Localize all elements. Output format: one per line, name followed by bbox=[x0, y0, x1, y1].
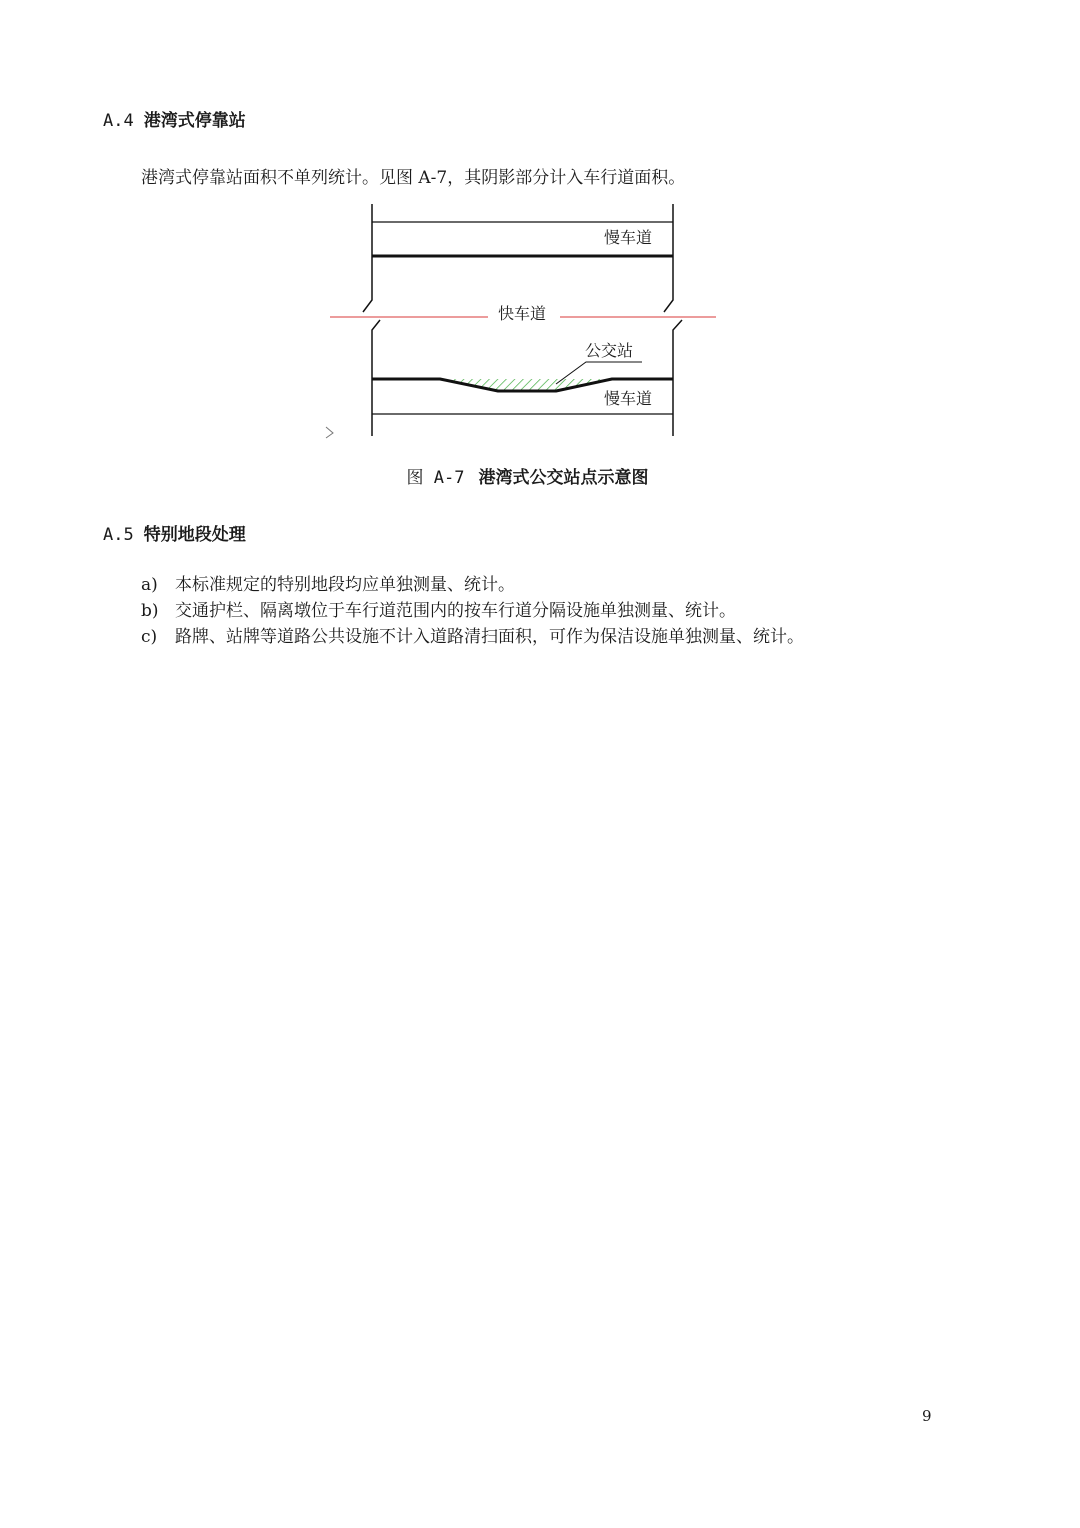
right-road-edge-lower bbox=[673, 320, 682, 436]
page-number: 9 bbox=[922, 1407, 932, 1425]
list-item-marker: b) bbox=[141, 601, 159, 621]
left-road-edge-upper bbox=[363, 204, 372, 312]
right-road-edge-upper bbox=[664, 204, 673, 312]
figure-caption-number: 图 A-7 bbox=[406, 468, 465, 488]
list-item bbox=[141, 572, 804, 598]
slow-lane-bottom-label: 慢车道 bbox=[604, 389, 653, 408]
figure-caption-title: 港湾式公交站点示意图 bbox=[478, 468, 649, 488]
list-item-text: 路牌、站牌等道路公共设施不计入道路清扫面积，可作为保洁设施单独测量、统计。 bbox=[175, 627, 804, 647]
fast-lane-label: 快车道 bbox=[498, 304, 547, 323]
list-item-text: 本标准规定的特别地段均应单独测量、统计。 bbox=[175, 575, 515, 595]
bus-bay-diagram bbox=[320, 200, 730, 450]
figure-caption bbox=[0, 463, 1055, 488]
section-a4-paragraph: 港湾式停靠站面积不单列统计。见图 A-7，其阴影部分计入车行道面积。 bbox=[141, 168, 686, 188]
section-a4-title: 港湾式停靠站 bbox=[143, 111, 246, 131]
list-item-marker: c) bbox=[141, 627, 158, 647]
stray-mark bbox=[326, 427, 333, 438]
section-a5-title: 特别地段处理 bbox=[143, 525, 246, 545]
section-a5-heading bbox=[103, 520, 246, 545]
section-a5-number: A.5 bbox=[103, 525, 134, 545]
list-item bbox=[141, 598, 804, 624]
bus-stop-label: 公交站 bbox=[585, 341, 634, 360]
section-a5-list bbox=[141, 572, 804, 650]
list-item-text: 交通护栏、隔离墩位于车行道范围内的按车行道分隔设施单独测量、统计。 bbox=[175, 601, 736, 621]
slow-lane-top-label: 慢车道 bbox=[604, 228, 653, 247]
section-a4-number: A.4 bbox=[103, 111, 134, 131]
section-a4-heading bbox=[103, 106, 246, 131]
list-item-marker: a) bbox=[141, 575, 158, 595]
list-item bbox=[141, 624, 804, 650]
